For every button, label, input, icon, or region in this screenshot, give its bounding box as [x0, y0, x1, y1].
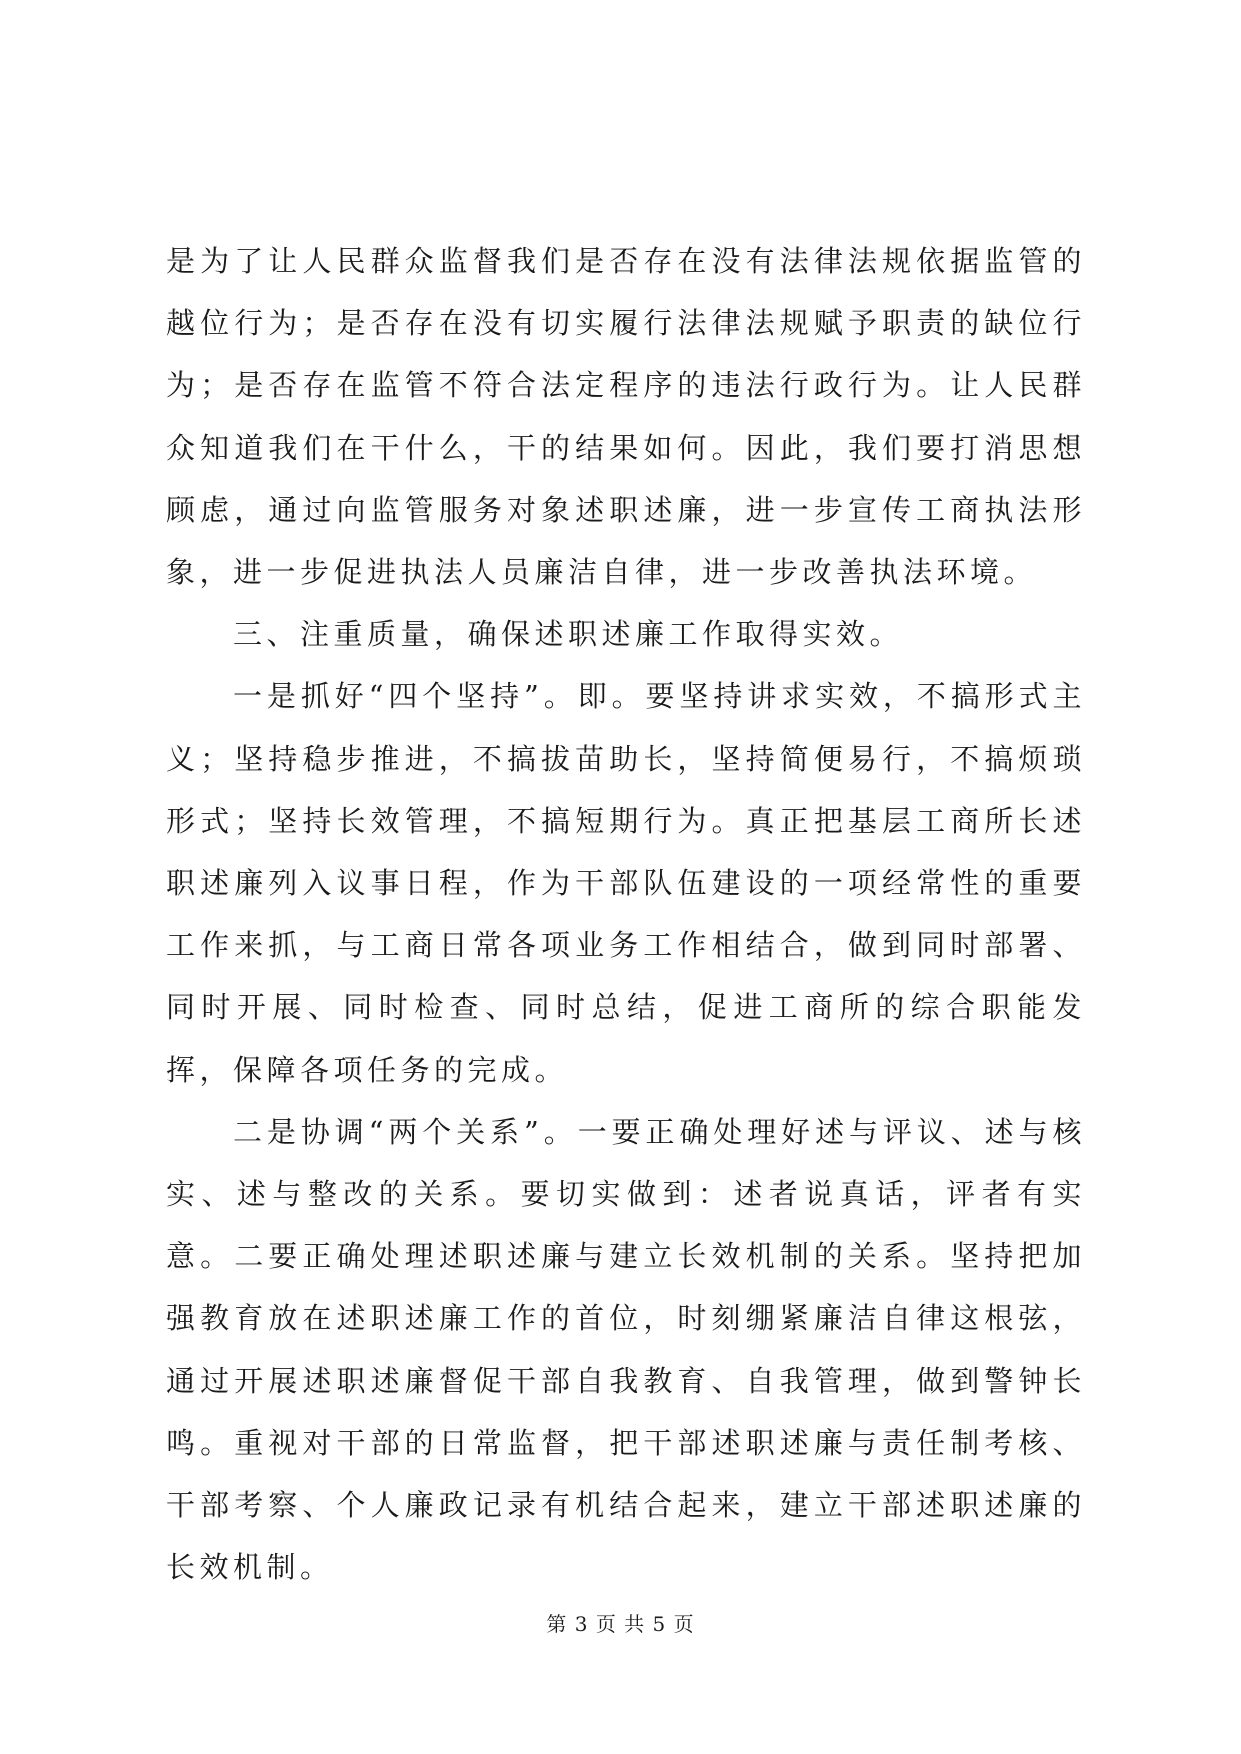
- paragraph-four-adherences: 一是抓好“四个坚持”。即。要坚持讲求实效，不搞形式主义；坚持稳步推进，不搞拔苗助长，坚持简便易行，不搞烦琐形式；坚持长效管理，不搞短期行为。真正把基层工商所长述职述廉列入议事日程，作为干部队伍建设的一项经常性的重要工作来抓，与工商日常各项业务工作相结合，做到同时部署、同时开展、同时检查、同时总结，促进工商所的综合职能发挥，保障各项任务的完成。: [166, 679, 1086, 1087]
- paragraph-two-relations: 二是协调“两个关系”。一要正确处理好述与评议、述与核实、述与整改的关系。要切实做到：述者说真话，评者有实意。二要正确处理述职述廉与建立长效机制的关系。坚持把加强教育放在述职述廉工作的首位，时刻绷紧廉洁自律这根弦，通过开展述职述廉督促干部自我教育、自我管理，做到警钟长鸣。重视对干部的日常监督，把干部述职述廉与责任制考核、干部考察、个人廉政记录有机结合起来，建立干部述职述廉的长效机制。: [166, 1114, 1086, 1585]
- document-body: [166, 230, 1086, 1598]
- paragraph-section-heading: 三、注重质量，确保述职述廉工作取得实效。: [233, 617, 904, 652]
- paragraph-continuation: 是为了让人民群众监督我们是否存在没有法律法规依据监管的越位行为；是否存在没有切实履行法律法规赋予职责的缺位行为；是否存在监管不符合法定程序的违法行政行为。让人民群众知道我们在干什么，干的结果如何。因此，我们要打消思想顾虑，通过向监管服务对象述职述廉，进一步宣传工商执法形象，进一步促进执法人员廉洁自律，进一步改善执法环境。: [166, 244, 1086, 590]
- page-number-footer: 第 3 页 共 5 页: [546, 1612, 695, 1636]
